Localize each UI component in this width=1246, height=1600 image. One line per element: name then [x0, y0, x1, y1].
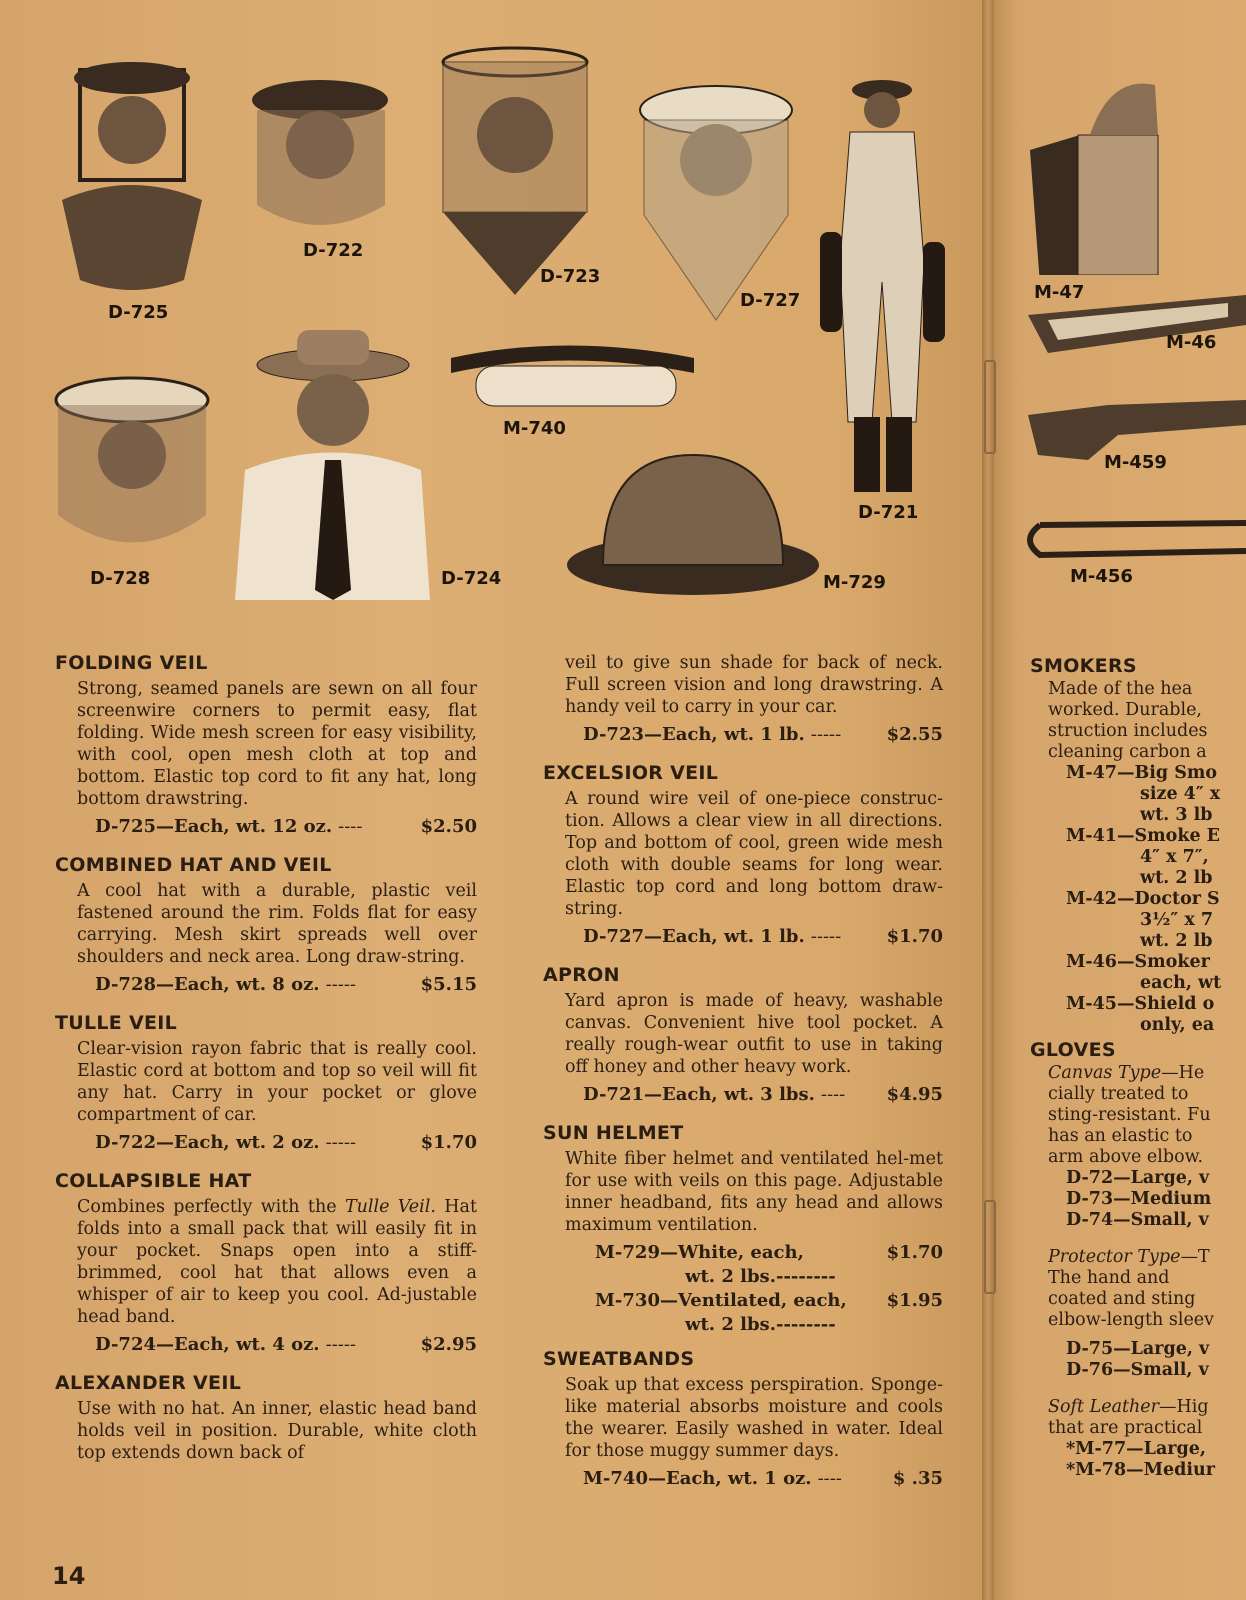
section-heading: SUN HELMET [543, 1122, 684, 1144]
smoker-photo [1030, 75, 1160, 275]
page-gutter [982, 0, 994, 1600]
figure-label: D-727 [740, 290, 801, 311]
price: $1.70 [886, 1242, 943, 1263]
figure-label: D-728 [90, 568, 151, 589]
price: $ .35 [892, 1468, 943, 1489]
item-code: *M-78—Mediur [1066, 1460, 1215, 1480]
section-heading: COMBINED HAT AND VEIL [55, 854, 332, 876]
item-code: D-75—Large, v [1066, 1339, 1210, 1359]
item-code: M-729—White, each, [595, 1242, 804, 1263]
staple [984, 1200, 996, 1294]
tulle-veil-photo [245, 45, 395, 240]
collapsible-hat-photo [225, 320, 440, 600]
section-heading: ALEXANDER VEIL [55, 1372, 242, 1394]
figure-label: M-740 [503, 418, 566, 439]
product-description: Strong, seamed panels are sewn on all four screenwire corners to permit easy, flat folding. Wide mesh screen for easy visibility, with cool, open mesh cloth at top and bottom. Elastic top cord to fit any hat, long bottom drawstring. [77, 679, 477, 809]
product-description: Combines perfectly with the Tulle Veil. Hat folds into a small pack that will easily fit in your pocket. Snaps open into a stiff-brimmed, cool hat that allows even a whisper of air to keep you cool. Ad-justable head band. [77, 1197, 478, 1327]
figure-label: D-724 [441, 568, 502, 589]
item-code: D-727—Each, wt. 1 lb. [583, 926, 805, 947]
section-heading: APRON [543, 964, 620, 986]
item-code: D-722—Each, wt. 2 oz. [95, 1132, 320, 1153]
section-heading: EXCELSIOR VEIL [543, 762, 719, 784]
price-line: D-727—Each, wt. 1 lb. ----- $1.70 [583, 926, 943, 947]
staple [984, 360, 996, 454]
price-line: D-725—Each, wt. 12 oz. ---- $2.50 [95, 816, 477, 837]
section-heading: SWEATBANDS [543, 1348, 695, 1370]
price-line: D-721—Each, wt. 3 lbs. ---- $4.95 [583, 1084, 943, 1105]
sweatband-photo [446, 338, 701, 413]
excelsior-veil-photo [435, 40, 595, 300]
product-description: A round wire veil of one-piece construc-tion. Allows a clear view in all directions. Top and bottom of cool, green wide mesh cloth with double seams for long wear. Elastic top cord and long bottom draw-string. [565, 789, 943, 919]
price-line [595, 1290, 943, 1312]
figure-label: D-725 [108, 302, 169, 323]
figure-label: M-459 [1104, 452, 1167, 473]
item-code: M-41—Smoke E [1066, 826, 1221, 846]
figure-label: D-723 [540, 266, 601, 287]
section-heading: GLOVES [1030, 1039, 1116, 1061]
figure-label: M-47 [1034, 282, 1085, 303]
item-code: D-728—Each, wt. 8 oz. [95, 974, 320, 995]
combined-hat-veil-photo [52, 355, 212, 570]
item-code: M-46—Smoker [1066, 952, 1210, 972]
figure-label: M-46 [1166, 332, 1217, 353]
price: $1.70 [886, 926, 943, 947]
item-code: M-42—Doctor S [1066, 889, 1220, 909]
price-line: M-740—Each, wt. 1 oz. ---- $ .35 [583, 1468, 943, 1489]
sun-helmet-photo [563, 450, 823, 600]
price: $5.15 [420, 974, 477, 995]
section-heading: SMOKERS [1030, 656, 1137, 677]
item-code: D-725—Each, wt. 12 oz. [95, 816, 333, 837]
item-code: M-45—Shield o [1066, 994, 1215, 1014]
page-number: 14 [52, 1562, 86, 1590]
price-line: wt. 2 lbs.-------- [685, 1266, 836, 1287]
price: $2.95 [420, 1334, 477, 1355]
folding-veil-photo [52, 50, 212, 300]
price-line: D-724—Each, wt. 4 oz. ----- $2.95 [95, 1334, 477, 1355]
section-heading: FOLDING VEIL [55, 652, 208, 674]
item-code: D-724—Each, wt. 4 oz. [95, 1334, 320, 1355]
item-code: M-740—Each, wt. 1 oz. [583, 1468, 812, 1489]
item-code: D-721—Each, wt. 3 lbs. [583, 1084, 815, 1105]
item-code: D-74—Small, v [1066, 1210, 1209, 1230]
price-line [595, 1242, 943, 1264]
product-description: Yard apron is made of heavy, washable canvas. Convenient hive tool pocket. A really rough-wear outfit to use in taking off honey and other heavy work. [565, 991, 943, 1077]
price-line: D-722—Each, wt. 2 oz. ----- $1.70 [95, 1132, 477, 1153]
figure-label: D-721 [858, 502, 919, 523]
product-description: Use with no hat. An inner, elastic head band holds veil in position. Durable, white cloth top extends down back of [77, 1399, 477, 1463]
column-two [543, 652, 943, 1506]
product-description: veil to give sun shade for back of neck. Full screen vision and long drawstring. A handy veil to carry in your car. [565, 653, 943, 717]
section-heading: TULLE VEIL [55, 1012, 178, 1034]
price: $2.55 [886, 724, 943, 745]
item-code: D-723—Each, wt. 1 lb. [583, 724, 805, 745]
item-code: D-72—Large, v [1066, 1168, 1210, 1188]
column-one [55, 652, 477, 1470]
excelsior-veil-alt-photo [636, 40, 796, 325]
price-line: wt. 2 lbs.-------- [685, 1314, 836, 1335]
item-code: *M-77—Large, [1066, 1439, 1206, 1459]
apron-photo [820, 62, 945, 502]
section-heading: COLLAPSIBLE HAT [55, 1170, 252, 1192]
price: $1.70 [420, 1132, 477, 1153]
price: $2.50 [420, 816, 477, 837]
item-code: M-47—Big Smo [1066, 763, 1218, 783]
product-description: Soak up that excess perspiration. Sponge-like material absorbs moisture and cools the wearer. Easily washed in water. Ideal for those muggy summer days. [565, 1375, 943, 1461]
price-line: D-728—Each, wt. 8 oz. ----- $5.15 [95, 974, 477, 995]
product-description: A cool hat with a durable, plastic veil fastened around the rim. Folds flat for easy carrying. Mesh skirt spreads well over shoulders and neck area. Long draw-string. [77, 881, 477, 967]
price: $1.95 [886, 1290, 943, 1311]
frame-lifter-photo [1020, 515, 1246, 565]
figure-label: M-729 [823, 572, 886, 593]
price: $4.95 [886, 1084, 943, 1105]
column-three: SMOKERS Made of the hea worked. Durable, struction includes cleaning carbon a M-47—Big Smo size 4″ x wt. 3 lb M-41—Smoke E 4″ x 7″, wt. 2 lb M-42—Doctor S 3½″ x 7 wt. 2 lb M-46—Smoker each, wt M-45—Shield o only, ea GLOVES Canvas Type—He cially treated to sting-resistant. Fu has an elastic to arm above elbow. D-72—Large, v D-73—Medium D-74—Small, v Protector Type—T The hand and coated and sting elbow-length sleev D-75—Large, v D-76—Small, v Soft Leather—Hig that are practical *M-77—Large, *M-78—Mediur [1030, 656, 1246, 1481]
item-code: M-730—Ventilated, each, [595, 1290, 847, 1311]
figure-label: M-456 [1070, 566, 1133, 587]
item-code: D-76—Small, v [1066, 1360, 1209, 1380]
product-description: White fiber helmet and ventilated hel-met for use with veils on this page. Adjustable inner headband, fits any head and allows maximum ventilation. [565, 1149, 943, 1235]
price-line: D-723—Each, wt. 1 lb. ----- $2.55 [583, 724, 943, 745]
item-code: D-73—Medium [1066, 1189, 1212, 1209]
figure-label: D-722 [303, 240, 364, 261]
product-description: Clear-vision rayon fabric that is really cool. Elastic cord at bottom and top so veil will fit any hat. Carry in your pocket or glove compartment of car. [77, 1039, 477, 1125]
